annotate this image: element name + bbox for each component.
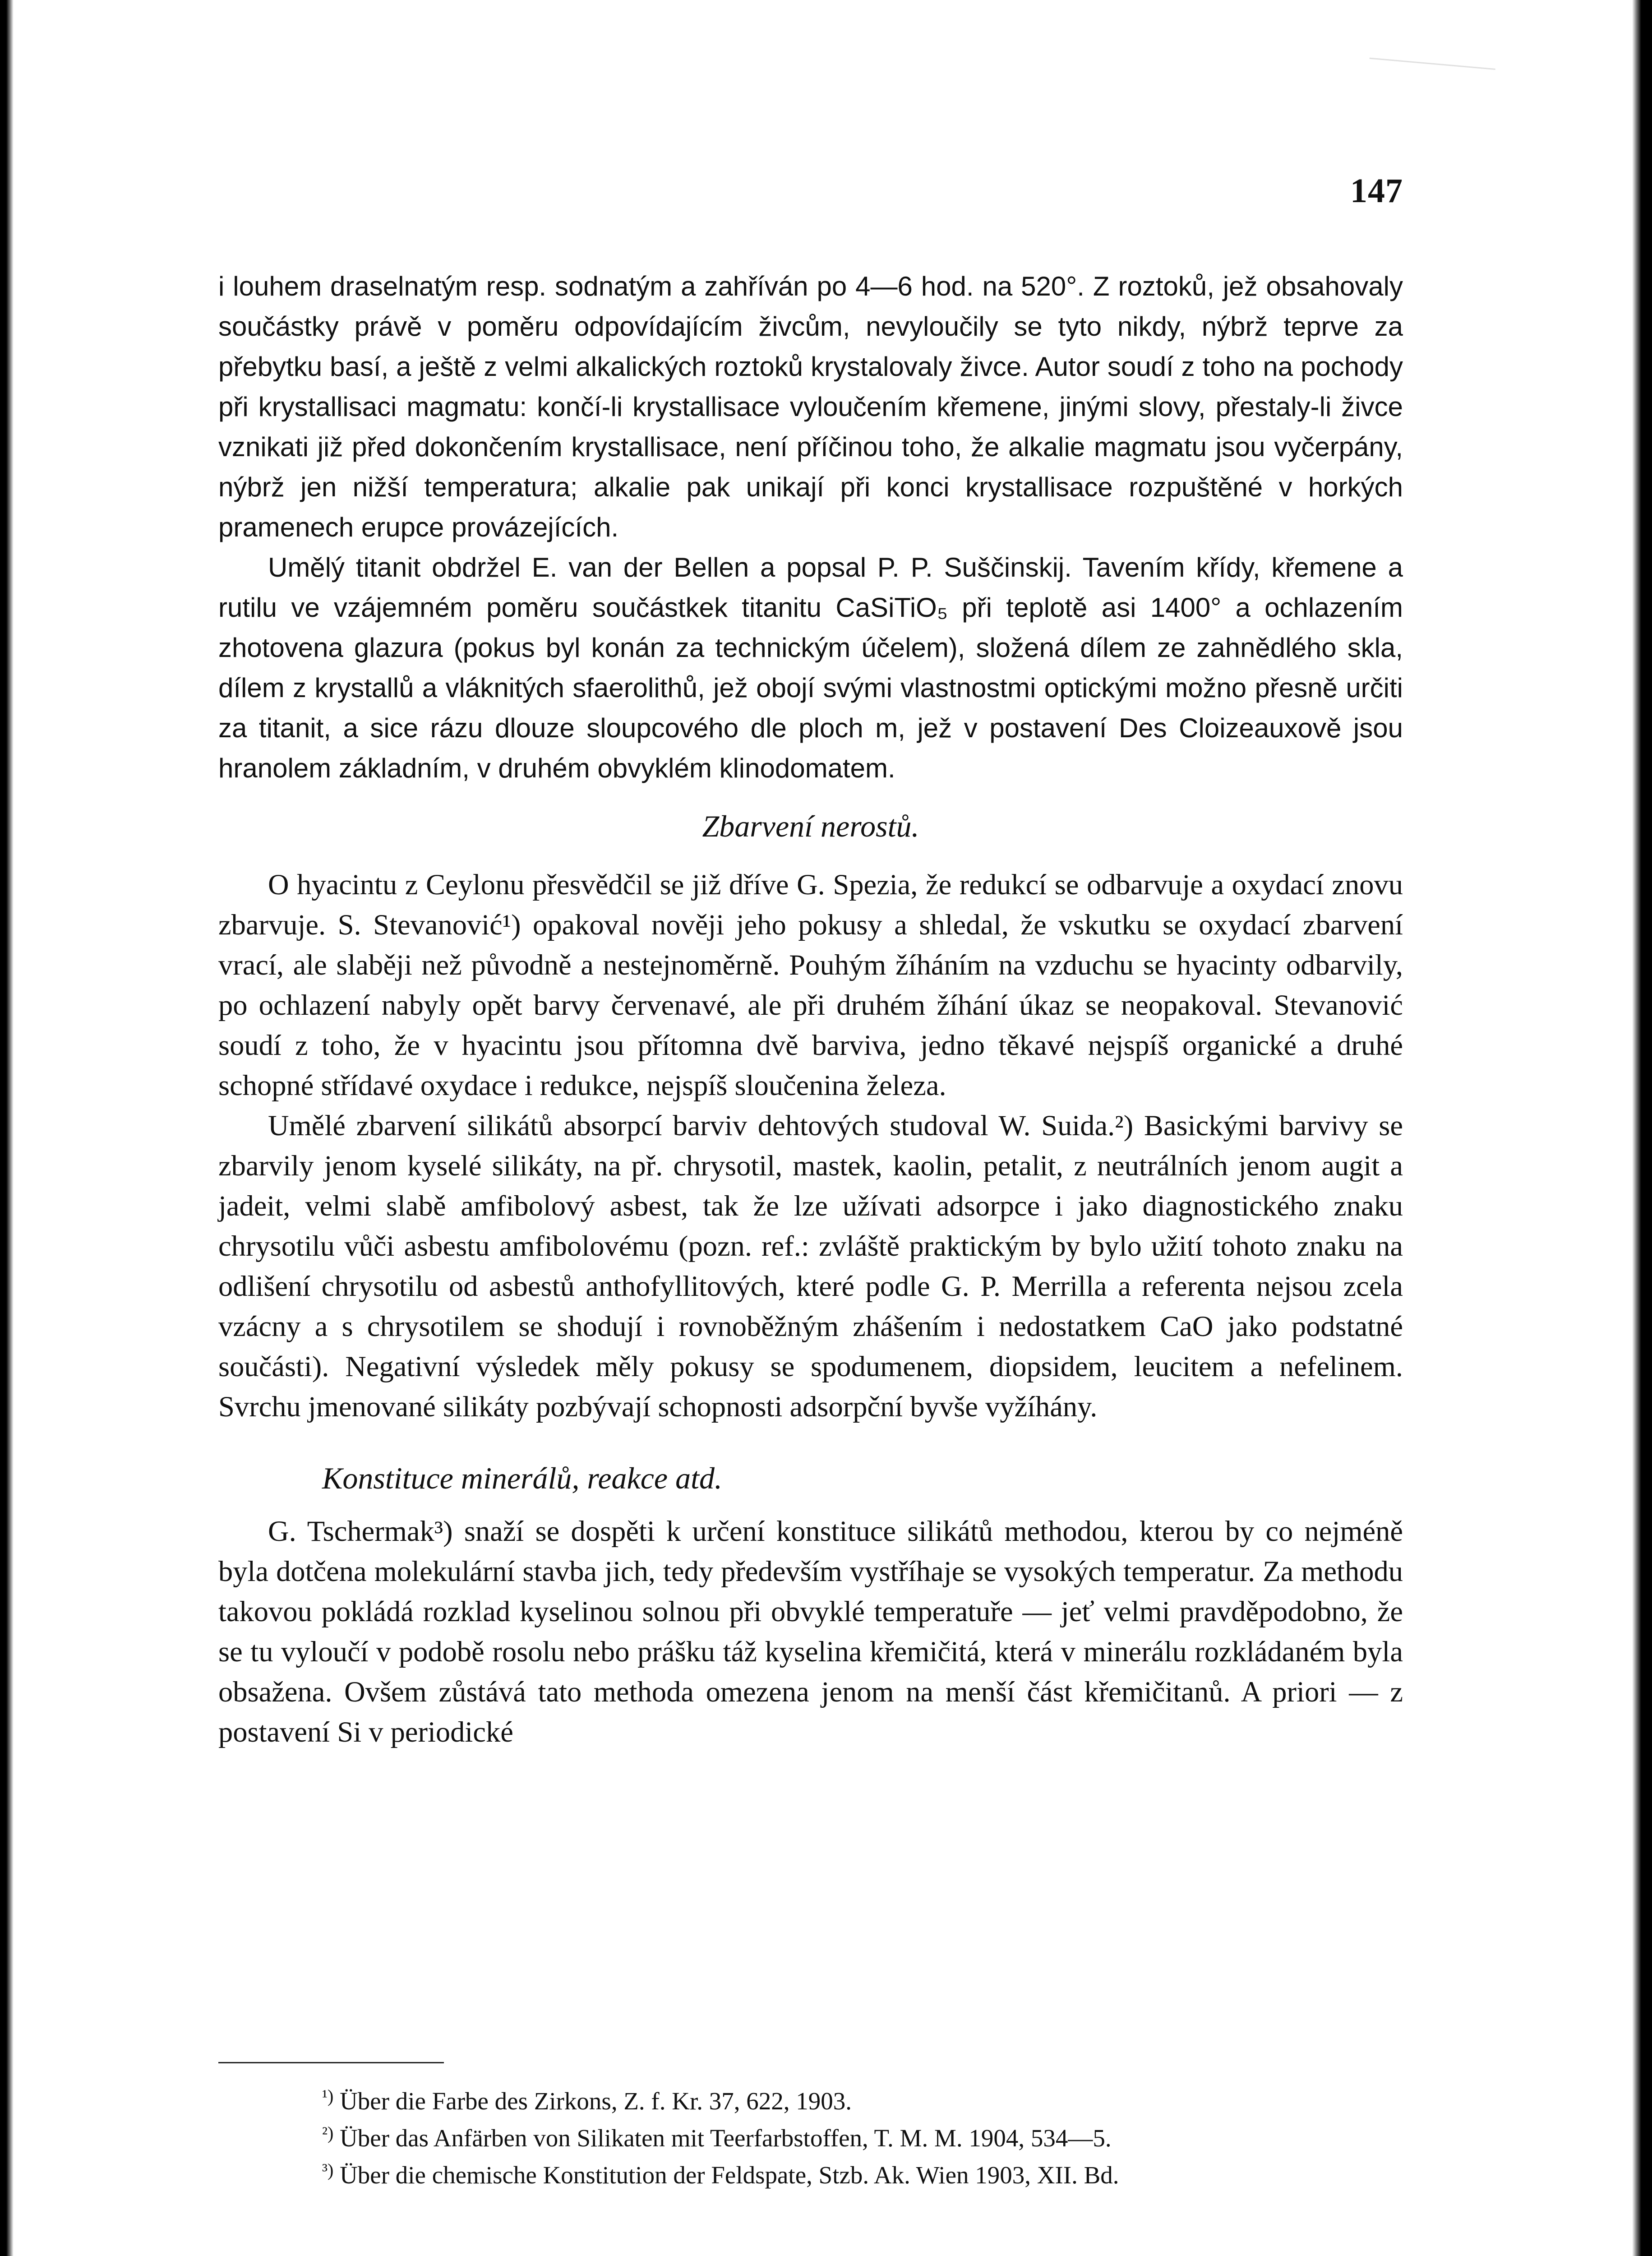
paragraph: i louhem draselnatým resp. sodnatým a zahříván po 4—6 hod. na 520°. Z roztoků, jež obsahovaly součástky právě v poměru odpovídajícím živcům, nevyloučily se tyto nikdy, nýbrž teprve za přebytku basí, a ještě z velmi alkalických roztoků krystalovaly živce. Autor soudí z toho na pochody při krystallisaci magmatu: končí-li krystallisace vyloučením křemene, jinými slovy, přestaly-li živce vznikati již před dokončením krystallisace, není příčinou toho, že alkalie magmatu jsou vyčerpány, nýbrž jen nižší temperatura; alkalie pak unikají při konci krystallisace rozpuštěné v horkých pramenech erupce provázejících. <box>218 271 1403 542</box>
section-heading: Zbarvení nerostů. <box>702 809 919 843</box>
scan-edge-right <box>1632 0 1652 2256</box>
footnote <box>218 2080 1403 2117</box>
footnote-mark: ³) <box>322 2160 334 2180</box>
paragraph: Umělý titanit obdržel E. van der Bellen a popsal P. P. Suščinskij. Tavením křídy, křemene a rutilu ve vzájemném poměru součástkek titanitu CaSiTiO₅ při teplotě asi 1400° a ochlazením zhotovena glazura (pokus byl konán za technickým účelem), složená dílem ze zahnědlého skla, dílem z krystallů a vláknitých sfaerolithů, jež obojí svými vlastnostmi optickými možno přesně určiti za titanit, a sice rázu dlouze sloupcového dle ploch m, jež v postavení Des Cloizeauxově jsou hranolem základním, v druhém obvyklém klinodomatem. <box>218 552 1403 783</box>
footnote-text: Über die Farbe des Zirkons, Z. f. Kr. 37, 622, 1903. <box>340 2087 852 2115</box>
section-heading: Konstituce minerálů, reakce atd. <box>322 1461 722 1495</box>
footnote-text: Über das Anfärben von Silikaten mit Teerfarbstoffen, T. M. M. 1904, 534—5. <box>340 2124 1112 2152</box>
paragraph: O hyacintu z Ceylonu přesvědčil se již dříve G. Spezia, že redukcí se odbarvuje a oxydací znovu zbarvuje. S. Stevanović¹) opakoval nověji jeho pokusy a shledal, že vskutku se oxydací zbarvení vrací, ale slaběji než původně a nestejnoměrně. Pouhým žíháním na vzduchu se hyacinty odbarvily, po ochlazení nabyly opět barvy červenavé, ale při druhém žíhání úkaz se neopakoval. Stevanović soudí z toho, že v hyacintu jsou přítomna dvě barviva, jedno těkavé nejspíš organické a druhé schopné střídavé oxydace i redukce, nejspíš sloučenina železa. <box>218 869 1403 1101</box>
footnote-rule <box>218 2062 444 2063</box>
page-number: 147 <box>1350 172 1403 210</box>
scan-smudge <box>1370 8 1500 70</box>
footnotes <box>218 2080 1403 2191</box>
scan-edge-left <box>0 0 14 2256</box>
body-text <box>218 266 1403 1752</box>
footnote-mark: ²) <box>322 2123 334 2143</box>
footnote-text: Über die chemische Konstitution der Feldspate, Stzb. Ak. Wien 1903, XII. Bd. <box>340 2161 1119 2189</box>
footnote-mark: ¹) <box>322 2086 334 2106</box>
paragraph: Umělé zbarvení silikátů absorpcí barviv dehtových studoval W. Suida.²) Basickými barvivy se zbarvily jenom kyselé silikáty, na př. chrysotil, mastek, kaolin, petalit, z neutrálních jenom augit a jadeit, velmi slabě amfibolový asbest, tak že lze užívati adsorpce i jako diagnostického znaku chrysotilu vůči asbestu amfibolovému (pozn. ref.: zvláště praktickým by bylo užití tohoto znaku na odlišení chrysotilu od asbestů anthofyllitových, které podle G. P. Merrilla a referenta nejsou zcela vzácny a s chrysotilem se shodují i rovnoběžným zhášením i nedostatkem CaO jako podstatné součásti). Negativní výsledek měly pokusy se spodumenem, diopsidem, leucitem a nefelinem. Svrchu jmenované silikáty pozbývají schopnosti adsorpční byvše vyžíhány. <box>218 1110 1403 1423</box>
paragraph: G. Tschermak³) snaží se dospěti k určení konstituce silikátů methodou, kterou by co nejméně byla dotčena molekulární stavba jich, tedy především vystříhaje se vysokých temperatur. Za methodu takovou pokládá rozklad kyselinou solnou při obvyklé temperatuře — jeť velmi pravděpodobno, že se tu vyloučí v podobě rosolu nebo prášku táž kyselina křemičitá, která v minerálu rozkládaném byla obsažena. Ovšem zůstává tato methoda omezena jenom na menší část křemičitanů. A priori — z postavení Si v periodické <box>218 1515 1403 1748</box>
footnote <box>218 2117 1403 2154</box>
footnote <box>218 2154 1403 2191</box>
